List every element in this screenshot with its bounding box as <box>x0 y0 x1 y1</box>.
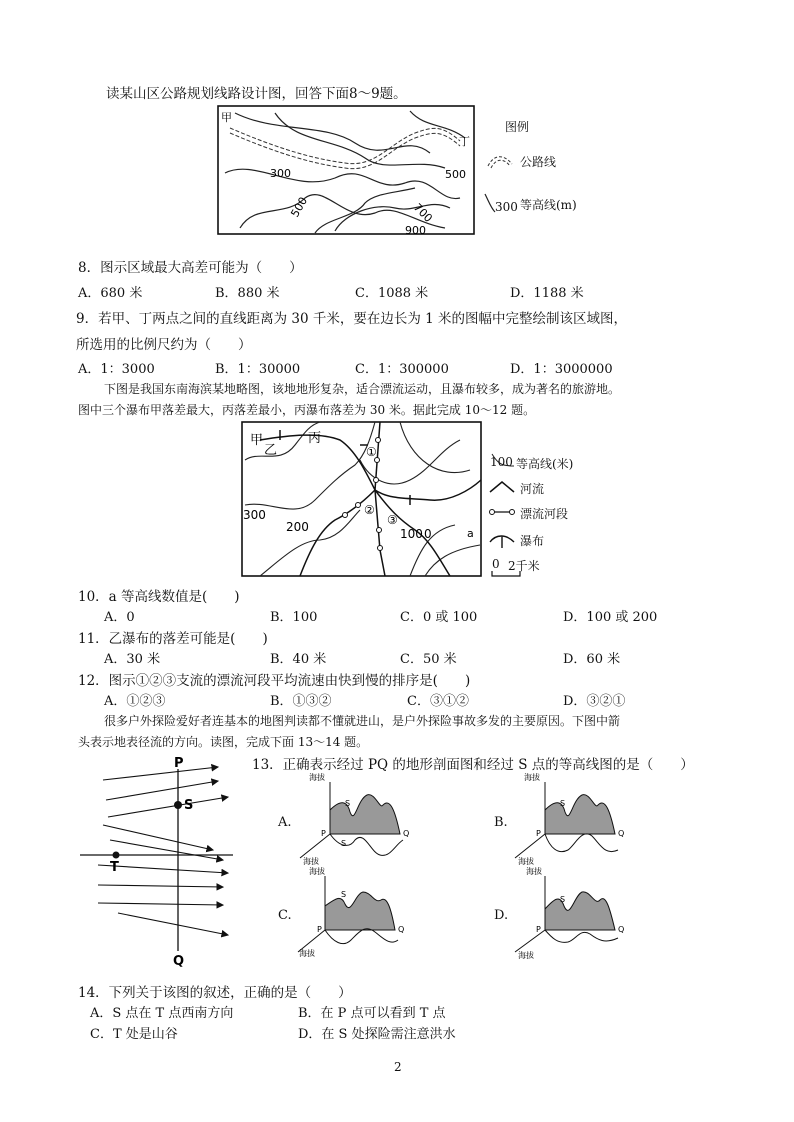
c-s: S <box>341 890 347 899</box>
map2-value-100: 100 <box>400 527 423 541</box>
intro-10-12-line1: 下图是我国东南海滨某地略图，该地地形复杂，适合漂流运动，且瀑布较多，成为著名的旅游地。 <box>104 382 621 396</box>
q13-option-c-profile <box>295 864 415 959</box>
scale-0: 0 <box>492 557 500 571</box>
b-q: Q <box>618 829 625 838</box>
q13-option-b-label: B. <box>494 815 508 830</box>
map2-label-bing: 丙 <box>308 431 322 446</box>
a-p: P <box>321 829 326 838</box>
q9-option-b: B．1：30000 <box>215 362 301 377</box>
flow-label-t: T <box>110 860 119 875</box>
label-jia: 甲 <box>221 111 232 124</box>
b-alt-bottom: 海拔 <box>518 857 534 865</box>
q12-option-d: D．③②① <box>563 694 626 709</box>
flow-label-p: P <box>174 756 184 771</box>
q14-option-d: D．在 S 处探险需注意洪水 <box>298 1027 456 1042</box>
d-q: Q <box>618 925 625 934</box>
q8-option-d: D．1188 米 <box>510 286 584 301</box>
d-alt-top: 海拔 <box>526 867 542 876</box>
flow-label-q: Q <box>173 954 185 967</box>
map2-legend-icons <box>488 452 516 572</box>
intro-8-9: 读某山区公路规划线路设计图，回答下面8～9题。 <box>106 86 407 102</box>
contour-300: 300 <box>270 167 291 180</box>
q12-option-b: B．①③② <box>270 694 332 709</box>
map2-circle-2: ② <box>364 503 375 517</box>
d-alt-bottom: 海拔 <box>518 951 534 959</box>
q13-option-b-profile <box>510 770 630 865</box>
intro-10-12-line2: 图中三个瀑布甲落差最大，丙落差最小，丙瀑布落差为 30 米。据此完成 10～12 题。 <box>78 403 536 417</box>
d-s: S <box>560 895 566 904</box>
legend2-contour: 等高线(米) <box>516 457 574 471</box>
q14-option-c: C．T 处是山谷 <box>90 1027 178 1042</box>
q9-option-a: A．1：3000 <box>78 362 155 377</box>
map2-value-0: 0 <box>424 527 432 541</box>
q13-option-c-label: C. <box>278 908 292 923</box>
q12-stem: 12．图示①②③支流的漂流河段平均流速由快到慢的排序是( ) <box>78 673 471 689</box>
q12-option-a: A．①②③ <box>104 694 166 709</box>
legend2-rafting: 漂流河段 <box>520 507 569 521</box>
intro-13-14-line2: 头表示地表径流的方向。读图，完成下面 13～14 题。 <box>78 735 369 749</box>
road-planning-map <box>215 103 477 237</box>
map2-label-jia: 甲 <box>250 433 264 448</box>
q8-option-a: A．680 米 <box>78 286 143 301</box>
a-alt-bottom: 海拔 <box>303 857 319 865</box>
contour-500b: 500 <box>445 168 466 181</box>
map2-value-300: 300 <box>243 508 266 522</box>
b-s: S <box>560 799 566 808</box>
q11-option-d: D．60 米 <box>563 652 621 667</box>
q14-option-b: B．在 P 点可以看到 T 点 <box>298 1006 446 1021</box>
contour-500a: 500 <box>288 194 311 220</box>
q10-option-d: D．100 或 200 <box>563 610 658 625</box>
a-s2: S <box>341 839 347 848</box>
legend2-waterfall: 瀑布 <box>520 534 545 548</box>
q10-option-c: C．0 或 100 <box>400 610 478 625</box>
a-q: Q <box>403 829 410 838</box>
page-number: 2 <box>394 1060 402 1074</box>
road-legend-icon <box>486 150 516 170</box>
legend-contour: 等高线(m) <box>520 198 577 212</box>
q11-stem: 11．乙瀑布的落差可能是( ) <box>78 631 268 647</box>
q9-stem: 9．若甲、丁两点之间的直线距离为 30 千米，要在边长为 1 米的图幅中完整绘制该区域图， <box>76 311 628 327</box>
q9-option-c: C．1：300000 <box>355 362 449 377</box>
q9-option-d: D．1：3000000 <box>510 362 613 377</box>
map2-label-yi: 乙 <box>264 443 278 458</box>
legend2-contour-value: 100 <box>490 455 513 469</box>
q8-stem: 8．图示区域最大高差可能为（ ） <box>78 260 303 276</box>
q13-stem: 13．正确表示经过 PQ 的地形剖面图和经过 S 点的等高线图的是（ ） <box>252 757 694 773</box>
c-alt-bottom: 海拔 <box>299 949 315 958</box>
q13-option-d-profile <box>510 864 630 959</box>
q13-option-d-label: D. <box>494 908 509 923</box>
q11-option-b: B．40 米 <box>270 652 327 667</box>
intro-13-14-line1: 很多户外探险爱好者连基本的地图判读都不懂就进山，是户外探险事故多发的主要原因。下图中箭 <box>104 714 621 728</box>
q9-stem-2: 所选用的比例尺约为（ ） <box>76 337 252 353</box>
q8-option-c: C．1088 米 <box>355 286 429 301</box>
legend-road: 公路线 <box>520 155 557 169</box>
scale-2km: 2千米 <box>508 559 540 573</box>
c-q: Q <box>398 925 405 934</box>
map2-circle-3: ③ <box>387 513 398 527</box>
q8-option-b: B．880 米 <box>215 286 280 301</box>
q13-option-a-profile <box>295 770 415 865</box>
map2-label-a: a <box>467 527 474 540</box>
coastal-map <box>240 420 484 578</box>
q14-option-a: A．S 点在 T 点西南方向 <box>90 1006 234 1021</box>
map2-value-200: 200 <box>286 520 309 534</box>
runoff-direction-map <box>78 755 238 967</box>
q10-option-a: A．0 <box>104 610 135 625</box>
legend-contour-value: 300 <box>495 200 518 214</box>
q13-option-a-label: A. <box>278 815 292 830</box>
q10-stem: 10．a 等高线数值是( ) <box>78 589 240 605</box>
flow-label-s: S <box>184 798 194 813</box>
label-ding: 丁 <box>459 135 470 148</box>
a-alt-top: 海拔 <box>309 773 325 782</box>
contour-700: 700 <box>410 200 435 225</box>
q14-stem: 14．下列关于该图的叙述，正确的是（ ） <box>78 985 352 1001</box>
q10-option-b: B．100 <box>270 610 318 625</box>
q11-option-c: C．50 米 <box>400 652 457 667</box>
legend-title: 图例 <box>505 120 530 134</box>
q11-option-a: A．30 米 <box>104 652 161 667</box>
map2-circle-1: ① <box>366 445 377 459</box>
contour-900: 900 <box>405 224 426 237</box>
d-p: P <box>536 925 541 934</box>
c-p: P <box>317 925 322 934</box>
a-s: S <box>345 799 351 808</box>
b-p: P <box>536 829 541 838</box>
q12-option-c: C．③①② <box>407 694 469 709</box>
legend2-river: 河流 <box>520 482 545 496</box>
c-alt-top: 海拔 <box>309 867 325 876</box>
b-alt-top: 海拔 <box>524 773 540 782</box>
